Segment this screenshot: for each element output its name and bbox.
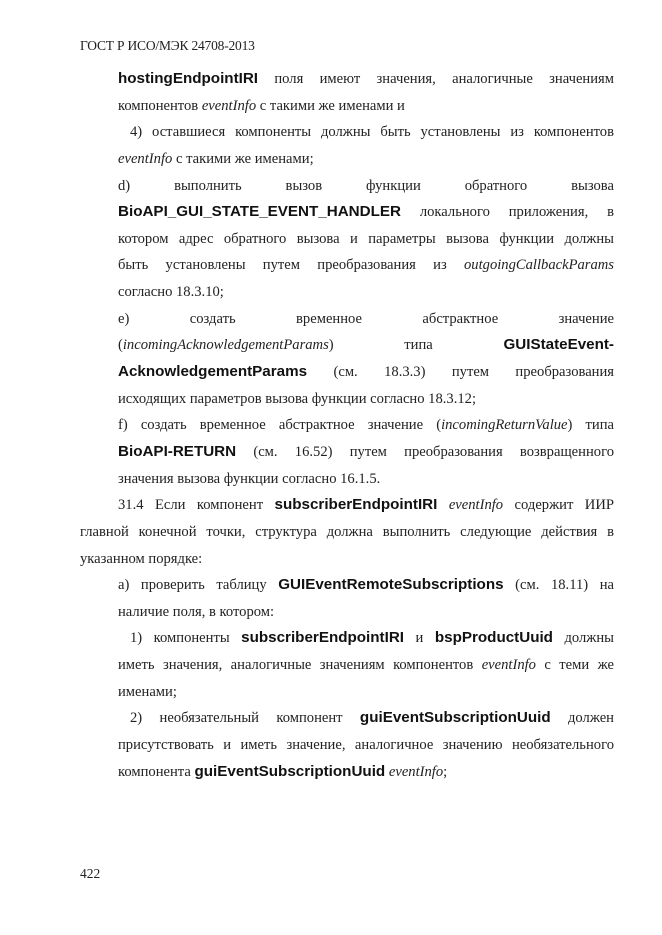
italic-term: incomingAcknowledgementParams xyxy=(122,337,329,354)
text-line xyxy=(80,359,614,386)
text-run: 4) оставшиеся компоненты должны быть установлены из компонентов xyxy=(130,124,614,141)
text-run: 2) необязательный компонент xyxy=(130,710,360,727)
text-run: ( xyxy=(118,337,123,354)
text-line xyxy=(80,652,614,679)
text-run: должен xyxy=(550,710,614,727)
text-run: котором адрес обратного вызова и параметры вызова функции должны xyxy=(118,230,614,247)
text-line xyxy=(80,732,614,759)
text-run: и xyxy=(404,630,435,647)
code-identifier: guiEventSubscriptionUuid xyxy=(359,709,551,727)
text-run: ; xyxy=(443,763,448,780)
text-line xyxy=(80,599,614,626)
text-run: f) создать временное абстрактное значение ( xyxy=(118,417,442,434)
text-run: главной конечной точки, структура должна выполнить следующие действия в xyxy=(80,523,614,540)
text-line xyxy=(80,119,614,146)
text-run: а) проверить таблицу xyxy=(118,577,279,594)
code-identifier: GUIEventRemoteSubscriptions xyxy=(278,576,504,594)
text-run: локального приложения, в xyxy=(400,204,614,221)
text-line xyxy=(80,199,614,226)
italic-term: eventInfo xyxy=(448,497,504,514)
code-identifier: subscriberEndpointIRI xyxy=(241,629,405,647)
text-line xyxy=(80,386,614,413)
code-identifier: bspProductUuid xyxy=(434,629,553,647)
text-run: (см. 18.3.3) путем преобразования xyxy=(307,364,614,381)
text-run: с такими же именами; xyxy=(172,150,314,167)
text-line xyxy=(80,439,614,466)
page-number: 422 xyxy=(80,866,101,881)
text-run: 1) компоненты xyxy=(130,630,242,647)
text-run: d) выполнить вызов функции обратного вызова xyxy=(118,177,614,194)
text-run: указанном порядке: xyxy=(80,550,203,567)
text-run: компонентов xyxy=(118,97,202,114)
page-header-standard-id: ГОСТ Р ИСО/МЭК 24708-2013 xyxy=(80,38,255,53)
text-line xyxy=(80,226,614,253)
text-run: компонента xyxy=(118,763,195,780)
text-line xyxy=(80,412,614,439)
code-identifier: BioAPI-RETURN xyxy=(118,442,237,460)
italic-term: eventInfo xyxy=(481,657,536,674)
text-line xyxy=(80,546,614,573)
code-identifier: subscriberEndpointIRI xyxy=(274,496,438,514)
text-run: ) типа xyxy=(567,417,614,434)
text-line xyxy=(80,66,614,93)
text-run: исходящих параметров вызова функции согласно 18.3.12; xyxy=(118,390,477,407)
text-run: ) типа xyxy=(328,337,504,354)
text-run: содержит ИИР xyxy=(503,497,614,514)
text-line xyxy=(80,492,614,519)
document-body xyxy=(80,66,614,785)
text-line xyxy=(80,519,614,546)
text-run: иметь значения, аналогичные значениям компонентов xyxy=(118,657,482,674)
text-line xyxy=(80,759,614,786)
text-run: (см. 18.11) на xyxy=(503,577,614,594)
text-run: согласно 18.3.10; xyxy=(118,284,224,301)
text-run: поля имеют значения, аналогичные значениям xyxy=(258,71,614,87)
text-line xyxy=(80,173,614,200)
text-run: (см. 16.52) путем преобразования возвращенного xyxy=(236,443,614,460)
text-run: с такими же именами и xyxy=(256,97,405,114)
code-identifier: AcknowledgementParams xyxy=(118,363,308,381)
text-run: присутствовать и иметь значение, аналогичное значению необязательного xyxy=(118,737,614,754)
text-line xyxy=(80,705,614,732)
italic-term: outgoingCallbackParams xyxy=(464,257,614,274)
text-run: значения вызова функции согласно 16.1.5. xyxy=(118,470,381,487)
italic-term: eventInfo xyxy=(118,150,173,167)
text-run: наличие поля, в котором: xyxy=(118,603,275,620)
text-run: именами; xyxy=(118,683,177,700)
code-identifier: BioAPI_GUI_STATE_EVENT_HANDLER xyxy=(118,203,401,221)
text-line xyxy=(80,146,614,173)
italic-term: eventInfo xyxy=(388,763,444,780)
code-identifier: guiEventSubscriptionUuid xyxy=(194,762,386,780)
italic-term: incomingReturnValue xyxy=(441,417,568,434)
text-run: должны xyxy=(552,630,614,647)
text-run xyxy=(437,497,448,513)
text-line xyxy=(80,279,614,306)
text-run: e) создать временное абстрактное значение xyxy=(118,310,614,327)
text-line xyxy=(80,306,614,333)
text-run: с теми же xyxy=(535,657,615,674)
italic-term: eventInfo xyxy=(201,97,257,114)
text-line xyxy=(80,625,614,652)
text-line xyxy=(80,332,614,359)
code-identifier: hostingEndpointIRI xyxy=(118,70,259,87)
text-line xyxy=(80,252,614,279)
text-run: 31.4 Если компонент xyxy=(118,497,275,514)
text-line xyxy=(80,466,614,493)
text-run: быть установлены путем преобразования из xyxy=(118,257,464,274)
text-line xyxy=(80,93,614,120)
code-identifier: GUIStateEvent- xyxy=(503,336,614,354)
text-line xyxy=(80,572,614,599)
text-line xyxy=(80,679,614,706)
